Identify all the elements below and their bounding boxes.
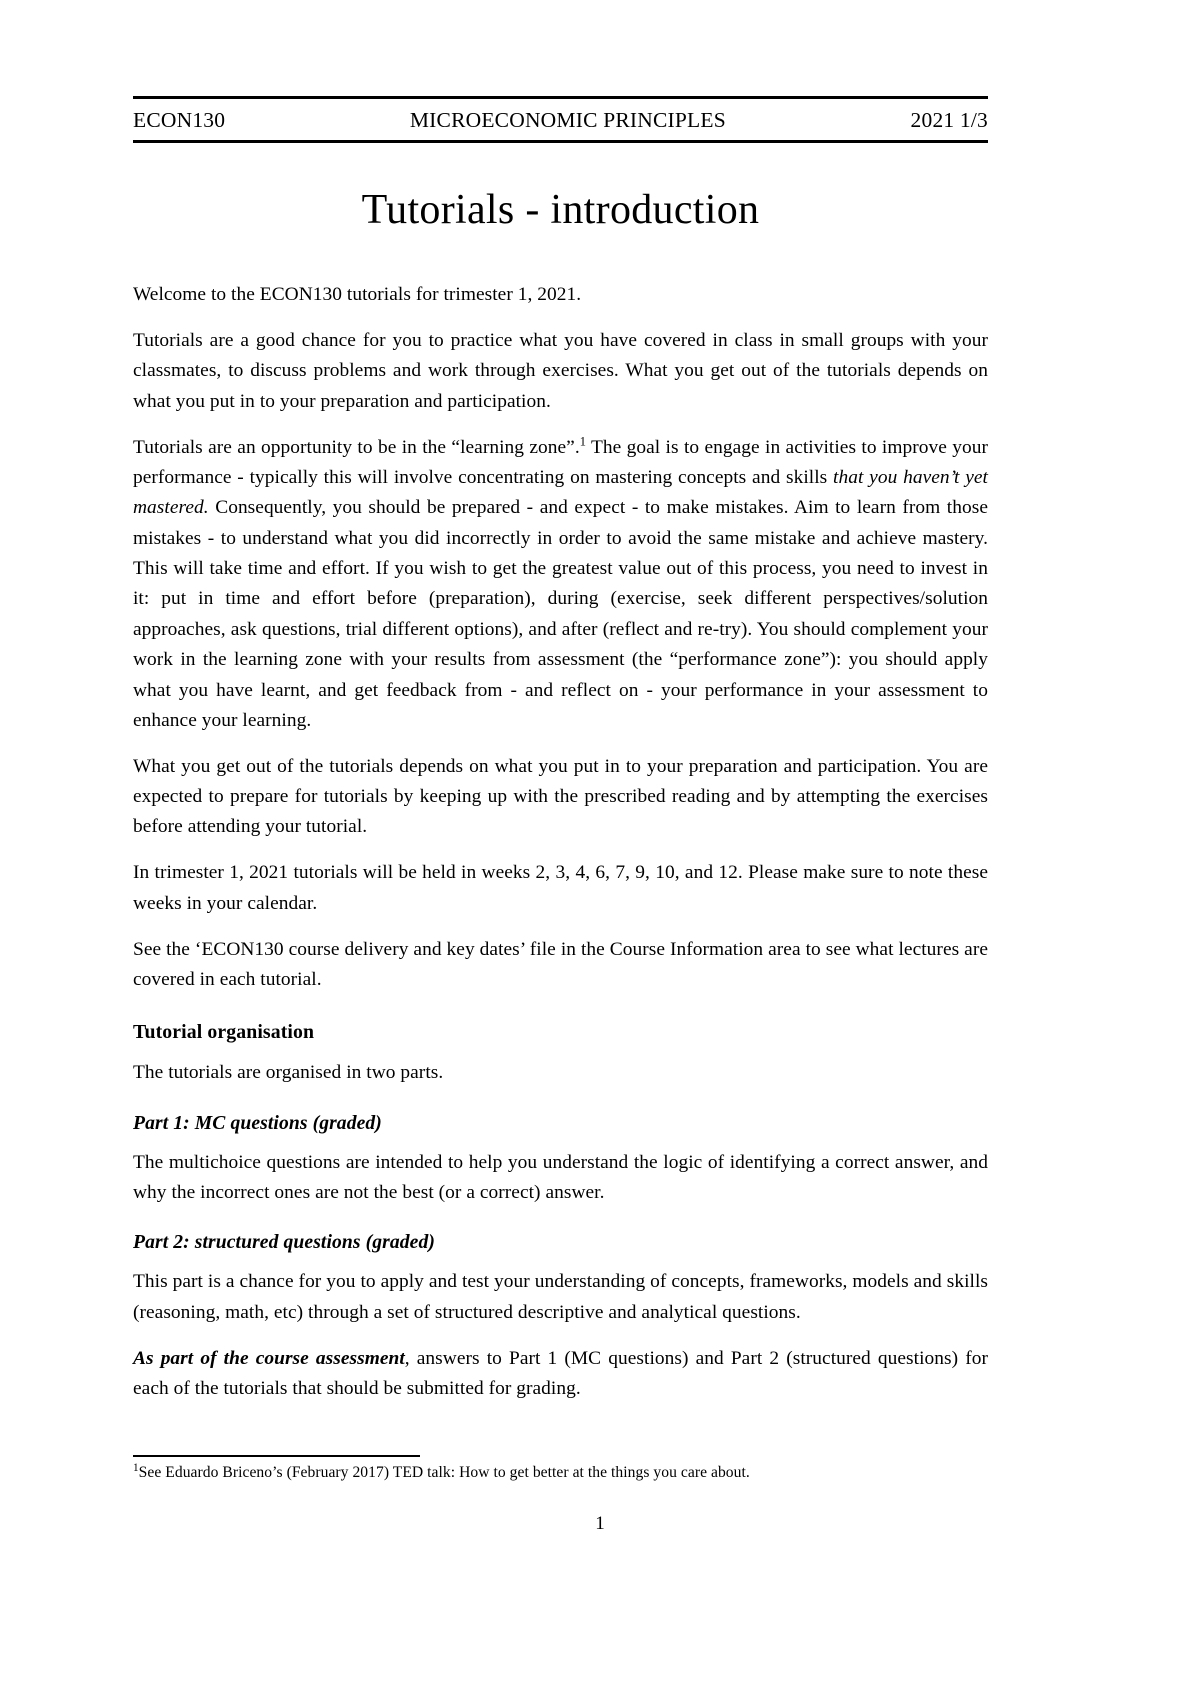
footnote-area [133, 1455, 988, 1483]
learning-zone-emphasis: that you haven’t yet mastered. [133, 466, 988, 519]
assessment-lead-emphasis: As part of the course assessment [133, 1347, 405, 1369]
heading-part-1: Part 1: MC questions (graded) [133, 1112, 382, 1134]
page-title: Tutorials - introduction [361, 187, 760, 233]
footnote-rule [133, 1455, 420, 1457]
header-course-code: ECON130 [133, 108, 226, 132]
paragraph-preparation: What you get out of the tutorials depends on what you put in to your preparation and participation. You are expected to prepare for tutorials by keeping up with the prescribed reading and by attempting the exercises before attending your tutorial. [133, 755, 988, 838]
paragraph-learning-zone [133, 433, 988, 737]
paragraph-course-delivery-file: See the ‘ECON130 course delivery and key dates’ file in the Course Information area to see what lectures are covered in each tutorial. [133, 938, 988, 990]
learning-zone-text-b: The goal is to engage in activities to improve your performance - typically this will involve concentrating on mastering concepts and skills [133, 436, 988, 488]
page-number: 1 [595, 1513, 605, 1534]
running-header [133, 96, 988, 143]
page-content [133, 96, 988, 1420]
paragraph-two-parts: The tutorials are organised in two parts. [133, 1062, 444, 1084]
paragraph-part-1-body: The multichoice questions are intended to help you understand the logic of identifying a correct answer, and why the incorrect ones are not the best (or a correct) answer. [133, 1151, 988, 1203]
paragraph-tutorial-weeks: In trimester 1, 2021 tutorials will be held in weeks 2, 3, 4, 6, 7, 9, 10, and 12. Please make sure to note these weeks in your calendar. [133, 862, 988, 914]
paragraph-course-assessment [133, 1344, 988, 1405]
paragraph-tutorials-chance: Tutorials are a good chance for you to practice what you have covered in class in small groups with your classmates, to discuss problems and work through exercises. What you get out of the tutorials depends on what you put in to your preparation and participation. [133, 330, 988, 412]
footnote-content: See Eduardo Briceno’s (February 2017) TED talk: How to get better at the things you care about. [138, 1464, 750, 1481]
paragraph-part-2-body: This part is a chance for you to apply and test your understanding of concepts, frameworks, models and skills (reasoning, math, etc) through a set of structured descriptive and analytical questions. [133, 1271, 988, 1323]
learning-zone-text-c: Consequently, you should be prepared - and expect - to make mistakes. Aim to learn from those mistakes - to understand what you did incorrectly in order to avoid the same mistake and achieve mastery. This will take time and effort. If you wish to get the greatest value out of this process, you need to invest in it: put in time and effort before (preparation), during (exercise, seek different perspectives/solution approaches, ask questions, trial different options), and after (reflect and re-try). You should complement your work in the learning zone with your results from assessment (the “performance zone”): you should apply what you have learnt, and get feedback from - and reflect on - your performance in your assessment to enhance your learning. [133, 497, 988, 731]
footnote-marker: 1 [133, 1461, 139, 1474]
paragraph-welcome: Welcome to the ECON130 tutorials for trimester 1, 2021. [133, 284, 582, 306]
assessment-body-text: , answers to Part 1 (MC questions) and Part 2 (structured questions) for each of the tutorials that should be submitted for grading. [133, 1347, 988, 1399]
heading-part-2: Part 2: structured questions (graded) [133, 1232, 435, 1254]
footnote-text [133, 1462, 988, 1483]
heading-tutorial-organisation: Tutorial organisation [133, 1021, 315, 1044]
header-year-page: 2021 1/3 [910, 108, 988, 132]
footnote-marker-ref[interactable]: 1 [579, 434, 586, 449]
header-course-title: MICROECONOMIC PRINCIPLES [409, 108, 726, 132]
learning-zone-text-a: Tutorials are an opportunity to be in the “learning zone”. [133, 436, 580, 458]
